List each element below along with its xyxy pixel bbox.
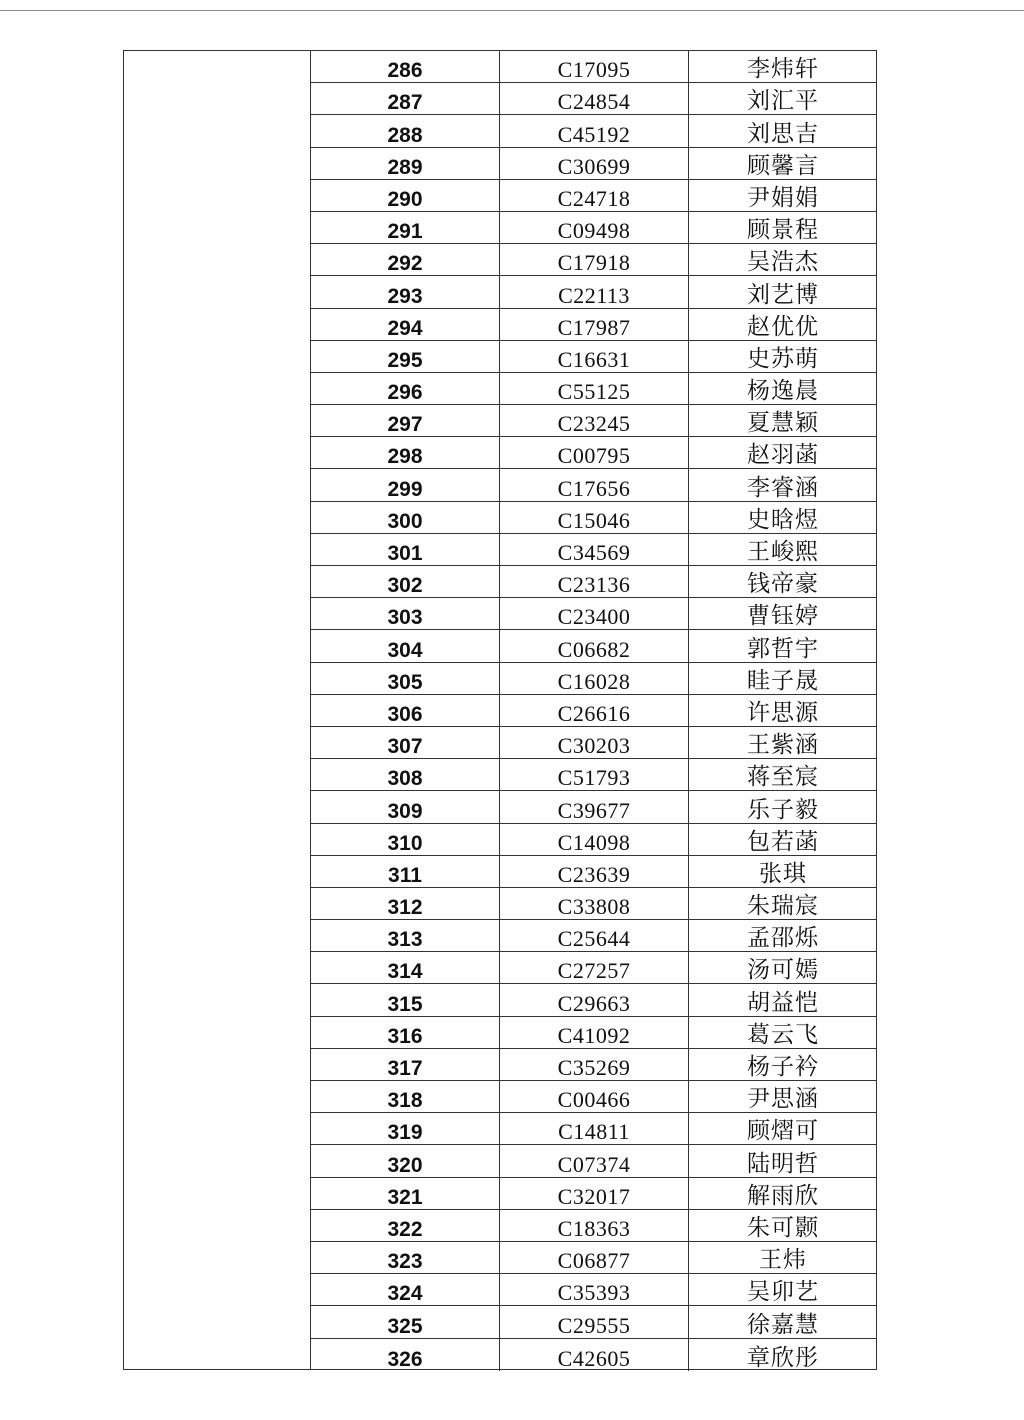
row-number-cell: 298 [311,437,500,468]
student-code-cell: C29555 [500,1306,689,1337]
row-number-cell: 299 [311,469,500,500]
student-name-cell: 吴浩杰 [747,249,819,276]
table-row [311,244,877,276]
table-row [311,1017,877,1049]
student-code-cell: C51793 [500,759,689,790]
student-name-cell: 顾景程 [747,217,819,244]
table-row [311,727,877,759]
table-row [311,952,877,984]
student-name-cell: 史苏萌 [747,345,819,372]
student-name-cell: 朱瑞宸 [747,893,819,920]
table-row [311,373,877,405]
student-code-cell: C23400 [500,598,689,629]
student-name-cell: 夏慧颖 [747,410,819,437]
table-row [311,502,877,534]
table-row [311,663,877,695]
student-code-cell: C00795 [500,437,689,468]
row-number-cell: 296 [311,373,500,404]
row-number-cell: 306 [311,695,500,726]
student-name-cell: 杨子衿 [747,1054,819,1080]
row-number-cell: 314 [311,952,500,983]
student-code-cell: C17095 [500,51,689,82]
student-code-cell: C06682 [500,630,689,661]
table-row [311,341,877,373]
table-row [311,1113,877,1145]
student-code-cell: C25644 [500,920,689,951]
student-name-cell: 包若菡 [747,828,819,855]
table-row [311,1210,877,1242]
table-row [311,212,877,244]
student-name-cell: 吴卯艺 [747,1279,819,1306]
row-number-cell: 295 [311,341,500,372]
student-name-cell: 刘艺博 [747,281,819,308]
student-name-cell: 徐嘉慧 [747,1311,819,1338]
row-number-cell: 326 [311,1339,500,1371]
row-number-cell: 291 [311,212,500,243]
table-row [311,695,877,727]
row-number-cell: 294 [311,309,500,340]
row-number-cell: 287 [311,83,500,114]
table-row [311,1274,877,1306]
row-number-cell: 286 [311,51,500,82]
table-row [311,984,877,1016]
table-row [311,405,877,437]
student-name-cell: 李睿涵 [747,474,819,501]
row-number-cell: 309 [311,791,500,822]
student-code-cell: C34569 [500,534,689,565]
row-number-cell: 311 [311,856,500,887]
student-code-cell: C15046 [500,502,689,533]
student-code-cell: C45192 [500,115,689,146]
student-name-cell: 尹思涵 [747,1086,819,1113]
table-row [311,309,877,341]
student-name-cell: 杨逸晨 [747,378,819,405]
table-row [311,1081,877,1113]
student-code-cell: C18363 [500,1210,689,1241]
table-row [311,598,877,630]
student-name-cell: 郭哲宇 [747,635,819,662]
student-name-cell: 顾馨言 [747,152,819,179]
row-number-cell: 310 [311,824,500,855]
table-row [311,83,877,115]
student-name-cell: 眭子晟 [747,667,819,694]
row-number-cell: 300 [311,502,500,533]
student-name-cell: 孟邵烁 [747,925,819,952]
student-code-cell: C17656 [500,469,689,500]
student-code-cell: C35393 [500,1274,689,1305]
student-code-cell: C29663 [500,984,689,1015]
row-number-cell: 308 [311,759,500,790]
student-code-cell: C55125 [500,373,689,404]
student-name-cell: 王紫涵 [747,732,819,759]
row-number-cell: 318 [311,1081,500,1112]
blank-first-column [124,51,311,1369]
row-number-cell: 307 [311,727,500,758]
table-body [311,51,877,1371]
student-code-cell: C16028 [500,663,689,694]
student-name-cell: 李炜轩 [747,56,819,83]
student-name-cell: 史晗煜 [747,506,819,533]
table-row [311,437,877,469]
row-number-cell: 317 [311,1049,500,1080]
student-name-cell: 解雨欣 [747,1182,819,1209]
student-name-cell: 朱可颢 [747,1214,819,1241]
student-name-cell: 葛云飞 [747,1021,819,1048]
student-code-cell: C35269 [500,1049,689,1080]
roster-table [123,50,877,1370]
student-name-cell: 王炜 [759,1247,807,1274]
row-number-cell: 290 [311,180,500,211]
row-number-cell: 292 [311,244,500,275]
row-number-cell: 321 [311,1178,500,1209]
table-row [311,566,877,598]
student-name-cell: 许思源 [747,699,819,726]
student-code-cell: C09498 [500,212,689,243]
table-row [311,1145,877,1177]
student-code-cell: C16631 [500,341,689,372]
student-name-cell: 蒋至宸 [747,764,819,791]
row-number-cell: 289 [311,148,500,179]
student-name-cell: 王峻熙 [747,539,819,565]
student-code-cell: C17987 [500,309,689,340]
student-code-cell: C07374 [500,1145,689,1176]
row-number-cell: 325 [311,1306,500,1337]
row-number-cell: 315 [311,984,500,1015]
student-code-cell: C41092 [500,1017,689,1048]
student-code-cell: C14811 [500,1113,689,1144]
student-name-cell: 刘思吉 [747,120,819,147]
student-name-cell: 章欣彤 [747,1344,819,1371]
table-row [311,759,877,791]
student-name-cell: 曹钰婷 [747,603,819,630]
row-number-cell: 303 [311,598,500,629]
student-code-cell: C32017 [500,1178,689,1209]
student-code-cell: C06877 [500,1242,689,1273]
student-code-cell: C00466 [500,1081,689,1112]
student-name-cell: 乐子毅 [747,796,819,823]
student-code-cell: C33808 [500,888,689,919]
student-name-cell: 陆明哲 [747,1150,819,1177]
table-row [311,888,877,920]
row-number-cell: 322 [311,1210,500,1241]
table-row [311,180,877,212]
table-row [311,148,877,180]
student-name-cell: 顾熠可 [747,1118,819,1145]
table-row [311,920,877,952]
student-name-cell: 刘汇平 [747,88,819,115]
student-code-cell: C30699 [500,148,689,179]
row-number-cell: 297 [311,405,500,436]
student-code-cell: C24854 [500,83,689,114]
student-code-cell: C27257 [500,952,689,983]
row-number-cell: 320 [311,1145,500,1176]
student-code-cell: C23136 [500,566,689,597]
student-code-cell: C23639 [500,856,689,887]
table-row [311,469,877,501]
student-name-cell: 赵羽菡 [747,442,819,469]
table-row [311,856,877,888]
row-number-cell: 313 [311,920,500,951]
student-name-cell: 尹娟娟 [747,184,819,211]
table-row [311,276,877,308]
row-number-cell: 288 [311,115,500,146]
row-number-cell: 319 [311,1113,500,1144]
table-row [311,824,877,856]
student-name-cell: 张琪 [759,860,807,887]
row-number-cell: 312 [311,888,500,919]
student-name-cell: 胡益恺 [747,989,819,1016]
table-row [311,51,877,83]
table-row [311,534,877,566]
row-number-cell: 324 [311,1274,500,1305]
table-row [311,1049,877,1081]
student-code-cell: C23245 [500,405,689,436]
row-number-cell: 302 [311,566,500,597]
student-code-cell: C14098 [500,824,689,855]
table-row [311,1178,877,1210]
row-number-cell: 316 [311,1017,500,1048]
table-row [311,630,877,662]
table-row [311,115,877,147]
table-row [311,1306,877,1338]
row-number-cell: 305 [311,663,500,694]
student-code-cell: C26616 [500,695,689,726]
table-row [311,1339,877,1371]
student-name-cell: 赵优优 [747,313,819,340]
table-row [311,1242,877,1274]
student-code-cell: C17918 [500,244,689,275]
student-name-cell: 钱帝豪 [747,571,819,598]
student-name-cell: 汤可嫣 [747,957,819,984]
student-code-cell: C42605 [500,1339,689,1371]
row-number-cell: 304 [311,630,500,661]
student-code-cell: C39677 [500,791,689,822]
student-code-cell: C24718 [500,180,689,211]
row-number-cell: 301 [311,534,500,565]
top-divider-line [0,10,1024,11]
row-number-cell: 293 [311,276,500,307]
table-row [311,791,877,823]
row-number-cell: 323 [311,1242,500,1273]
student-code-cell: C30203 [500,727,689,758]
student-code-cell: C22113 [500,276,689,307]
